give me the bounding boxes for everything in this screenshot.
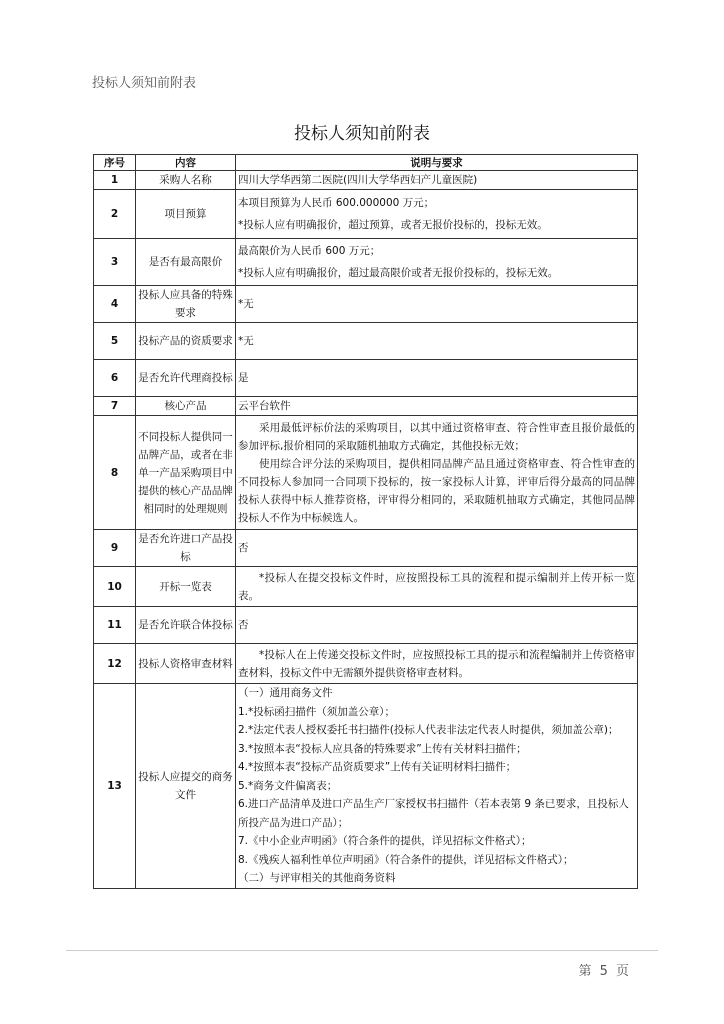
- table-header-row: [94, 155, 638, 171]
- table-row: [94, 323, 638, 360]
- detail-line: *投标人应有明确报价，超过最高限价或者无报价投标的，投标无效。: [238, 267, 559, 279]
- table-row: [94, 190, 638, 239]
- row-content: 投标人应具备的特殊要求: [136, 286, 236, 323]
- detail-line: 本项目预算为人民币 600.000000 万元；: [238, 197, 435, 209]
- row-content: 项目预算: [136, 190, 236, 239]
- detail-line: 7.《中小企业声明函》（符合条件的提供，详见招标文件格式）；: [238, 835, 532, 848]
- detail-line: 2.*法定代表人授权委托书扫描件(投标人代表非法定代表人时提供，须加盖公章)；: [238, 724, 619, 737]
- table-row: [94, 397, 638, 416]
- table-row: [94, 530, 638, 567]
- row-detail: [236, 644, 638, 684]
- row-number: 5: [94, 323, 136, 360]
- row-content: 核心产品: [136, 397, 236, 416]
- table-row: [94, 239, 638, 286]
- row-number: 6: [94, 360, 136, 397]
- header-detail: 说明与要求: [236, 155, 638, 171]
- row-content: 是否有最高限价: [136, 239, 236, 286]
- row-content: 开标一览表: [136, 567, 236, 607]
- detail-line: 云平台软件: [238, 400, 291, 412]
- detail-line: 1.*投标函扫描件（须加盖公章）；: [238, 705, 396, 718]
- row-content: 采购人名称: [136, 171, 236, 190]
- row-detail: [236, 171, 638, 190]
- detail-line: （二）与评审相关的其他商务资料: [238, 872, 396, 885]
- table-row: [94, 644, 638, 684]
- row-content: 是否允许进口产品投标: [136, 530, 236, 567]
- row-number: 7: [94, 397, 136, 416]
- detail-line: 四川大学华西第二医院(四川大学华西妇产儿童医院): [238, 174, 478, 186]
- row-content: 投标人应提交的商务文件: [136, 684, 236, 889]
- table-row: [94, 360, 638, 397]
- detail-line: *无: [238, 335, 254, 347]
- row-number: 1: [94, 171, 136, 190]
- detail-line: 5.*商务文件偏离表；: [238, 779, 338, 792]
- row-detail: [236, 239, 638, 286]
- row-number: 11: [94, 607, 136, 644]
- detail-line: *无: [238, 298, 254, 310]
- detail-line: 3.*按照本表“投标人应具备的特殊要求”上传有关材料扫描件；: [238, 742, 527, 755]
- row-detail: [236, 684, 638, 889]
- row-detail: [236, 323, 638, 360]
- row-detail: [236, 360, 638, 397]
- detail-line: 8.《残疾人福利性单位声明函》（符合条件的提供，详见招标文件格式）；: [238, 853, 574, 866]
- detail-line: 否: [238, 619, 249, 631]
- table-row: [94, 567, 638, 607]
- row-detail: [236, 286, 638, 323]
- table-row: [94, 416, 638, 530]
- row-number: 4: [94, 286, 136, 323]
- detail-line: （一）通用商务文件: [238, 687, 333, 700]
- row-number: 9: [94, 530, 136, 567]
- row-detail: [236, 190, 638, 239]
- table-row: [94, 607, 638, 644]
- row-detail: [236, 530, 638, 567]
- row-number: 8: [94, 416, 136, 530]
- row-content: 是否允许代理商投标: [136, 360, 236, 397]
- table-row: [94, 171, 638, 190]
- footer-divider: [66, 950, 658, 951]
- detail-line: 是: [238, 372, 249, 384]
- detail-line: 最高限价为人民币 600 万元；: [238, 245, 381, 257]
- requirements-table: [93, 154, 638, 889]
- row-number: 13: [94, 684, 136, 889]
- running-header: 投标人须知前附表: [92, 76, 197, 91]
- row-detail: [236, 416, 638, 530]
- detail-line: 4.*按照本表“投标产品资质要求”上传有关证明材料扫描件；: [238, 761, 517, 774]
- row-content: 投标产品的资质要求: [136, 323, 236, 360]
- row-content: 投标人资格审查材料: [136, 644, 236, 684]
- detail-paragraph: 使用综合评分法的采购项目，提供相同品牌产品且通过资格审查、符合性审查的不同投标人参加同一合同项下投标的，按一家投标人计算，评审后得分最高的同品牌投标人获得中标人推荐资格，评审得分相同的，采取随机抽取方式确定，其他同品牌投标人不作为中标候选人。: [238, 457, 635, 524]
- detail-line: 否: [238, 542, 249, 554]
- row-detail: [236, 567, 638, 607]
- row-number: 10: [94, 567, 136, 607]
- document-title: 投标人须知前附表: [294, 124, 430, 144]
- header-content: 内容: [136, 155, 236, 171]
- page-number: 第 5 页: [578, 964, 631, 979]
- row-detail: [236, 607, 638, 644]
- detail-line: 6.进口产品清单及进口产品生产厂家授权书扫描件（若本表第 9 条已要求，且投标人所投产品为进口产品）；: [238, 798, 629, 829]
- detail-paragraph: 采用最低评标价法的采购项目，以其中通过资格审查、符合性审查且报价最低的参加评标,报价相同的采取随机抽取方式确定，其他投标无效；: [238, 421, 635, 452]
- row-content: 不同投标人提供同一品牌产品，或者在非单一产品采购项目中提供的核心产品品牌相同时的处理规则: [136, 416, 236, 530]
- table-row: [94, 684, 638, 889]
- detail-line: *投标人应有明确报价，超过预算，或者无报价投标的，投标无效。: [238, 219, 548, 231]
- row-number: 12: [94, 644, 136, 684]
- header-no: 序号: [94, 155, 136, 171]
- detail-paragraph: *投标人在上传递交投标文件时，应按照投标工具的提示和流程编制并上传资格审查材料，投标文件中无需额外提供资格审查材料。: [238, 648, 635, 679]
- row-number: 3: [94, 239, 136, 286]
- table-row: [94, 286, 638, 323]
- row-number: 2: [94, 190, 136, 239]
- row-detail: [236, 397, 638, 416]
- detail-paragraph: *投标人在提交投标文件时，应按照投标工具的流程和提示编制并上传开标一览表。: [238, 571, 635, 602]
- row-content: 是否允许联合体投标: [136, 607, 236, 644]
